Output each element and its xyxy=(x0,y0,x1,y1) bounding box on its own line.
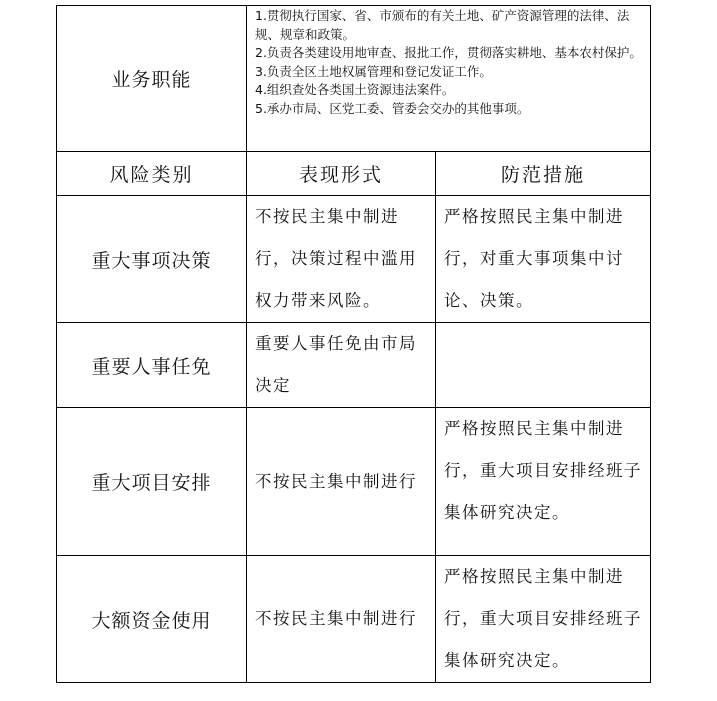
risk-category-cell: 重大项目安排 xyxy=(57,408,247,556)
risk-category-cell: 重要人事任免 xyxy=(57,323,247,408)
header-manifestation: 表现形式 xyxy=(247,152,436,196)
manifestation-cell: 不按民主集中制进行 xyxy=(247,408,436,556)
duty-item: 4.组织查处各类国土资源违法案件。 xyxy=(255,82,455,97)
manifestation-cell: 重要人事任免由市局决定 xyxy=(247,323,436,408)
duties-label: 业务职能 xyxy=(57,6,247,152)
risk-category-cell: 大额资金使用 xyxy=(57,556,247,683)
duties-row xyxy=(57,6,651,152)
header-row xyxy=(57,152,651,196)
table-row xyxy=(57,408,651,556)
duty-item: 1.贯彻执行国家、省、市颁布的有关土地、矿产资源管理的法律、法规、规章和政策。 xyxy=(255,8,630,42)
table-row xyxy=(57,556,651,683)
table-row xyxy=(57,196,651,323)
table-row xyxy=(57,323,651,408)
header-category: 风险类别 xyxy=(57,152,247,196)
measures-cell: 严格按照民主集中制进行，对重大事项集中讨论、决策。 xyxy=(436,196,651,323)
duty-item: 3.负责全区土地权属管理和登记发证工作。 xyxy=(255,63,492,79)
manifestation-cell: 不按民主集中制进行，决策过程中滥用权力带来风险。 xyxy=(247,196,436,323)
measures-cell: 严格按照民主集中制进行，重大项目安排经班子集体研究决定。 xyxy=(436,556,651,683)
duty-item: 2.负责各类建设用地审查、报批工作，贯彻落实耕地、基本农村保护。 xyxy=(255,45,642,60)
measures-cell xyxy=(436,323,651,408)
duty-item: 5.承办市局、区党工委、管委会交办的其他事项。 xyxy=(255,100,530,116)
duties-list xyxy=(247,6,651,152)
risk-category-cell: 重大事项决策 xyxy=(57,196,247,323)
header-measures: 防范措施 xyxy=(436,152,651,196)
manifestation-cell: 不按民主集中制进行 xyxy=(247,556,436,683)
risk-table xyxy=(56,5,651,683)
measures-cell: 严格按照民主集中制进行，重大项目安排经班子集体研究决定。 xyxy=(436,408,651,556)
